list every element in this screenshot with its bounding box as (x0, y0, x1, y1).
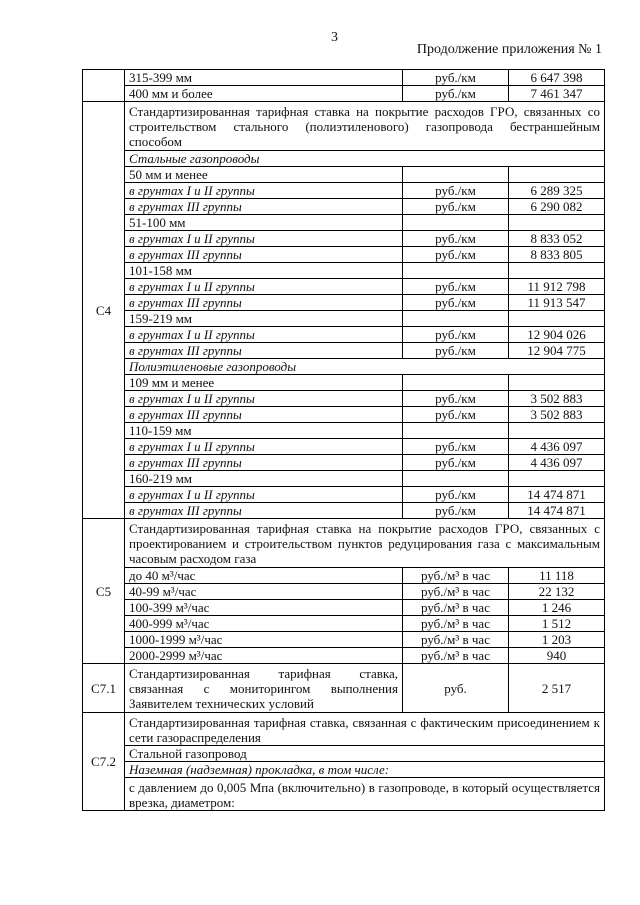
size-row (83, 263, 605, 279)
value-cell: 12 904 026 (509, 327, 605, 343)
table-row (83, 343, 605, 359)
row-label: 100-399 м³/час (125, 600, 403, 616)
value-cell: 4 436 097 (509, 455, 605, 471)
row-label: 1000-1999 м³/час (125, 632, 403, 648)
code-c71: С7.1 (83, 664, 125, 713)
row-label: в грунтах III группы (125, 407, 403, 423)
value-cell: 940 (509, 648, 605, 664)
size-row (83, 423, 605, 439)
table-row (83, 616, 605, 632)
value-cell: 8 833 805 (509, 247, 605, 263)
table-row (83, 762, 605, 778)
row-label: в грунтах III группы (125, 295, 403, 311)
value-cell: 11 912 798 (509, 279, 605, 295)
unit-cell (403, 423, 509, 439)
unit-cell: руб./км (403, 487, 509, 503)
size-label: 160-219 мм (125, 471, 403, 487)
value-cell: 12 904 775 (509, 343, 605, 359)
table-row (83, 295, 605, 311)
row-label: 2000-2999 м³/час (125, 648, 403, 664)
unit-cell: руб./м³ в час (403, 632, 509, 648)
unit-cell: руб./м³ в час (403, 616, 509, 632)
table-row (83, 487, 605, 503)
table-row (83, 503, 605, 519)
value-cell: 1 203 (509, 632, 605, 648)
c72-description: Стандартизированная тарифная ставка, связанная с фактическим присоединением к сети газораспределения (125, 713, 605, 746)
value-cell: 1 246 (509, 600, 605, 616)
unit-cell: руб./км (403, 199, 509, 215)
table-row (83, 247, 605, 263)
unit-cell (403, 311, 509, 327)
row-label: 40-99 м³/час (125, 584, 403, 600)
row-label: 315-399 мм (125, 70, 403, 86)
table-row (83, 584, 605, 600)
unit-cell: руб./м³ в час (403, 648, 509, 664)
value-cell: 4 436 097 (509, 439, 605, 455)
unit-cell: руб./км (403, 503, 509, 519)
unit-cell: руб./км (403, 70, 509, 86)
table-row (83, 648, 605, 664)
poly-title-row (83, 359, 605, 375)
row-label: 400 мм и более (125, 86, 403, 102)
unit-cell: руб./м³ в час (403, 600, 509, 616)
c71-description: Стандартизированная тарифная ставка, связанная с мониторингом выполнения Заявителем технических условий (125, 664, 403, 713)
row-label: в грунтах I и II группы (125, 231, 403, 247)
table-row (83, 439, 605, 455)
size-label: 101-158 мм (125, 263, 403, 279)
c5-description: Стандартизированная тарифная ставка на покрытие расходов ГРО, связанных с проектированием и строительством пунктов редуцирования газа с максимальным часовым расходом газа (125, 519, 605, 568)
steel-title: Стальные газопроводы (125, 151, 605, 167)
value-cell (509, 215, 605, 231)
unit-cell (403, 215, 509, 231)
unit-cell: руб./км (403, 231, 509, 247)
unit-cell: руб./км (403, 439, 509, 455)
value-cell: 3 502 883 (509, 391, 605, 407)
unit-cell: руб./км (403, 327, 509, 343)
table-row (83, 183, 605, 199)
row-label: 400-999 м³/час (125, 616, 403, 632)
unit-cell (403, 375, 509, 391)
value-cell (509, 375, 605, 391)
table-row (83, 327, 605, 343)
row-label: в грунтах III группы (125, 503, 403, 519)
unit-cell (403, 263, 509, 279)
size-row (83, 375, 605, 391)
section-c5-header (83, 519, 605, 568)
value-cell: 3 502 883 (509, 407, 605, 423)
table-row (83, 568, 605, 584)
value-cell: 6 289 325 (509, 183, 605, 199)
code-c5: С5 (83, 519, 125, 664)
unit-cell: руб./км (403, 279, 509, 295)
size-row (83, 311, 605, 327)
value-cell (509, 263, 605, 279)
size-label: 110-159 мм (125, 423, 403, 439)
tariff-table-body (83, 70, 605, 811)
code-c72: С7.2 (83, 713, 125, 811)
code-cell-empty (83, 70, 125, 102)
size-label: 51-100 мм (125, 215, 403, 231)
c72-steel: Стальной газопровод (125, 746, 605, 762)
value-cell: 6 290 082 (509, 199, 605, 215)
unit-cell: руб./км (403, 391, 509, 407)
unit-cell: руб./км (403, 86, 509, 102)
c72-overground: Наземная (надземная) прокладка, в том числе: (125, 762, 605, 778)
appendix-label: Продолжение приложения № 1 (416, 42, 602, 57)
size-row (83, 471, 605, 487)
row-label: до 40 м³/час (125, 568, 403, 584)
table-row (83, 407, 605, 423)
unit-cell: руб. (403, 664, 509, 713)
row-label: в грунтах III группы (125, 455, 403, 471)
table-row (83, 231, 605, 247)
row-label: в грунтах I и II группы (125, 279, 403, 295)
unit-cell (403, 167, 509, 183)
value-cell: 11 118 (509, 568, 605, 584)
value-cell: 1 512 (509, 616, 605, 632)
value-cell: 8 833 052 (509, 231, 605, 247)
row-label: в грунтах I и II группы (125, 487, 403, 503)
section-c4-header (83, 102, 605, 151)
value-cell: 2 517 (509, 664, 605, 713)
table-row (83, 199, 605, 215)
row-label: в грунтах III группы (125, 343, 403, 359)
value-cell: 6 647 398 (509, 70, 605, 86)
unit-cell: руб./км (403, 247, 509, 263)
unit-cell: руб./км (403, 295, 509, 311)
row-label: в грунтах I и II группы (125, 327, 403, 343)
poly-title: Полиэтиленовые газопроводы (125, 359, 605, 375)
table-row (83, 746, 605, 762)
row-label: в грунтах I и II группы (125, 183, 403, 199)
row-label: в грунтах I и II группы (125, 439, 403, 455)
table-row (83, 455, 605, 471)
value-cell: 7 461 347 (509, 86, 605, 102)
size-row (83, 215, 605, 231)
table-row (83, 70, 605, 86)
value-cell (509, 311, 605, 327)
unit-cell: руб./км (403, 407, 509, 423)
unit-cell: руб./м³ в час (403, 568, 509, 584)
size-label: 109 мм и менее (125, 375, 403, 391)
table-row (83, 600, 605, 616)
table-row (83, 778, 605, 811)
table-row (83, 391, 605, 407)
unit-cell: руб./км (403, 455, 509, 471)
size-label: 50 мм и менее (125, 167, 403, 183)
value-cell: 22 132 (509, 584, 605, 600)
value-cell: 14 474 871 (509, 503, 605, 519)
table-row (83, 86, 605, 102)
size-row (83, 167, 605, 183)
size-label: 159-219 мм (125, 311, 403, 327)
section-c71 (83, 664, 605, 713)
value-cell (509, 471, 605, 487)
row-label: в грунтах I и II группы (125, 391, 403, 407)
page-number: 3 (331, 30, 338, 45)
unit-cell (403, 471, 509, 487)
unit-cell: руб./км (403, 183, 509, 199)
row-label: в грунтах III группы (125, 247, 403, 263)
value-cell (509, 167, 605, 183)
unit-cell: руб./км (403, 343, 509, 359)
tariff-table (82, 69, 605, 811)
table-row (83, 279, 605, 295)
unit-cell: руб./м³ в час (403, 584, 509, 600)
steel-title-row (83, 151, 605, 167)
code-c4: С4 (83, 102, 125, 519)
value-cell (509, 423, 605, 439)
value-cell: 11 913 547 (509, 295, 605, 311)
value-cell: 14 474 871 (509, 487, 605, 503)
c72-pressure: с давлением до 0,005 Мпа (включительно) в газопроводе, в который осуществляется врезка, диаметром: (125, 778, 605, 811)
section-c72-header (83, 713, 605, 746)
table-row (83, 632, 605, 648)
row-label: в грунтах III группы (125, 199, 403, 215)
c4-description: Стандартизированная тарифная ставка на покрытие расходов ГРО, связанных со строительством стального (полиэтиленового) газопровода бестраншейным способом (125, 102, 605, 151)
